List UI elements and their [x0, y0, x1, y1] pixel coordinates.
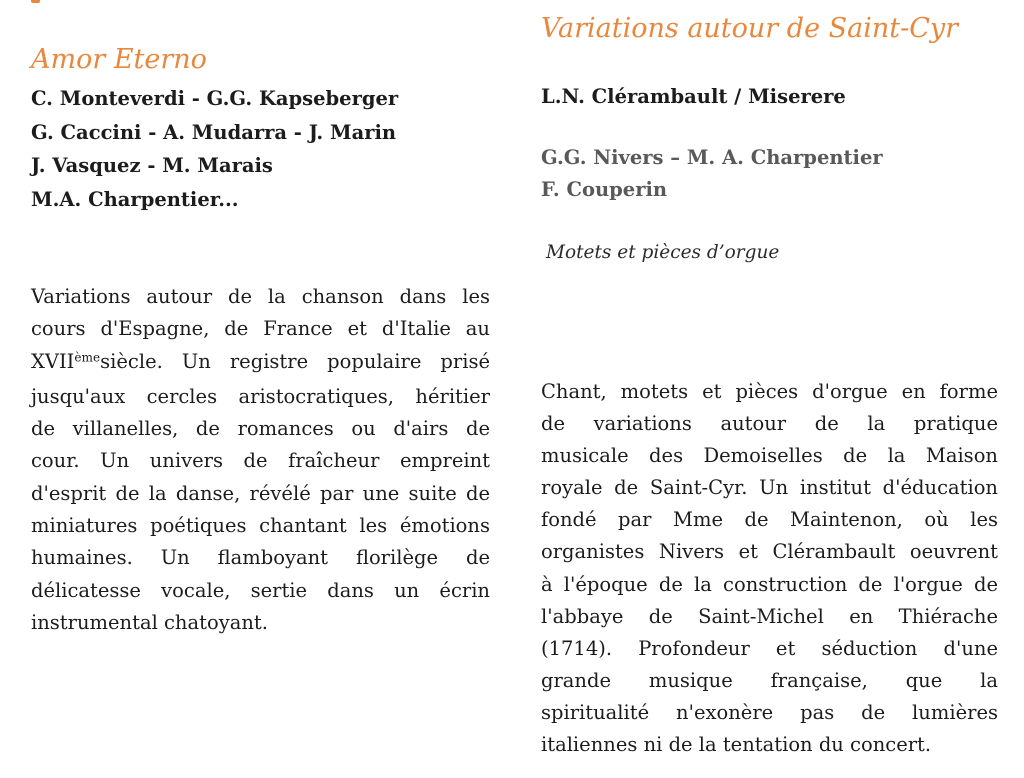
description-line: (1714). Profondeur et séduction d'une	[541, 636, 998, 660]
description-line: organistes Nivers et Clérambault oeuvrent	[541, 540, 998, 564]
program-title: Amor Eterno	[31, 44, 207, 75]
description-line: Variations autour de la chanson dans les	[31, 285, 490, 308]
description-line: grande musique française, que la	[541, 668, 998, 692]
composer-line: G.G. Nivers – M. A. Charpentier	[541, 146, 883, 169]
composer-line: J. Vasquez - M. Marais	[31, 154, 273, 178]
description-line: spiritualité n'exonère pas de lumières	[541, 700, 998, 724]
description-text: siècle. Un registre populaire prisé	[100, 349, 490, 373]
description-line: instrumental chatoyant.	[31, 610, 268, 634]
composer-line: M.A. Charpentier...	[31, 188, 239, 212]
description-line: de villanelles, de romances ou d'airs de	[31, 417, 490, 441]
composer-line: L.N. Clérambault / Miserere	[541, 85, 846, 108]
program-title: Variations autour de Saint-Cyr	[541, 13, 959, 44]
description-line: Chant, motets et pièces d'orgue en forme	[541, 380, 998, 403]
description-line: à l'époque de la construction de l'orgue de	[541, 572, 998, 596]
composer-line: C. Monteverdi - G.G. Kapseberger	[31, 87, 399, 110]
program-description	[541, 376, 998, 761]
program-subtitle: Motets et pièces d’orgue	[546, 242, 780, 263]
description-line: royale de Saint-Cyr. Un institut d'éducation	[541, 476, 998, 500]
description-line: humaines. Un flamboyant florilège de	[31, 546, 490, 570]
composer-line: G. Caccini - A. Mudarra - J. Marin	[31, 120, 397, 144]
ordinal-superscript: ème	[74, 349, 101, 364]
composer-list	[31, 82, 398, 217]
century-numeral: XVII	[31, 349, 75, 373]
program-description	[31, 281, 490, 639]
description-line: musicale des Demoiselles de la Maison	[541, 444, 998, 468]
description-line: cours d'Espagne, de France et d'Italie au	[31, 317, 490, 341]
description-line: miniatures poétiques chantant les émotions	[31, 514, 490, 538]
description-line: fondé par Mme de Maintenon, où les	[541, 508, 998, 532]
description-line: jusqu'aux cercles aristocratiques, héritier	[31, 384, 490, 408]
cropped-heading-fragment	[31, 0, 40, 3]
composer-list	[541, 142, 883, 206]
description-line: l'abbaye de Saint-Michel en Thiérache	[541, 604, 998, 628]
description-line	[31, 346, 490, 378]
description-line: délicatesse vocale, sertie dans un écrin	[31, 578, 490, 602]
composer-line: F. Couperin	[541, 178, 668, 201]
description-line: italiennes ni de la tentation du concert.	[541, 733, 932, 757]
description-line: cour. Un univers de fraîcheur empreint	[31, 449, 490, 473]
description-line: de variations autour de la pratique	[541, 412, 998, 436]
description-line: d'esprit de la danse, révélé par une suite de	[31, 481, 490, 505]
